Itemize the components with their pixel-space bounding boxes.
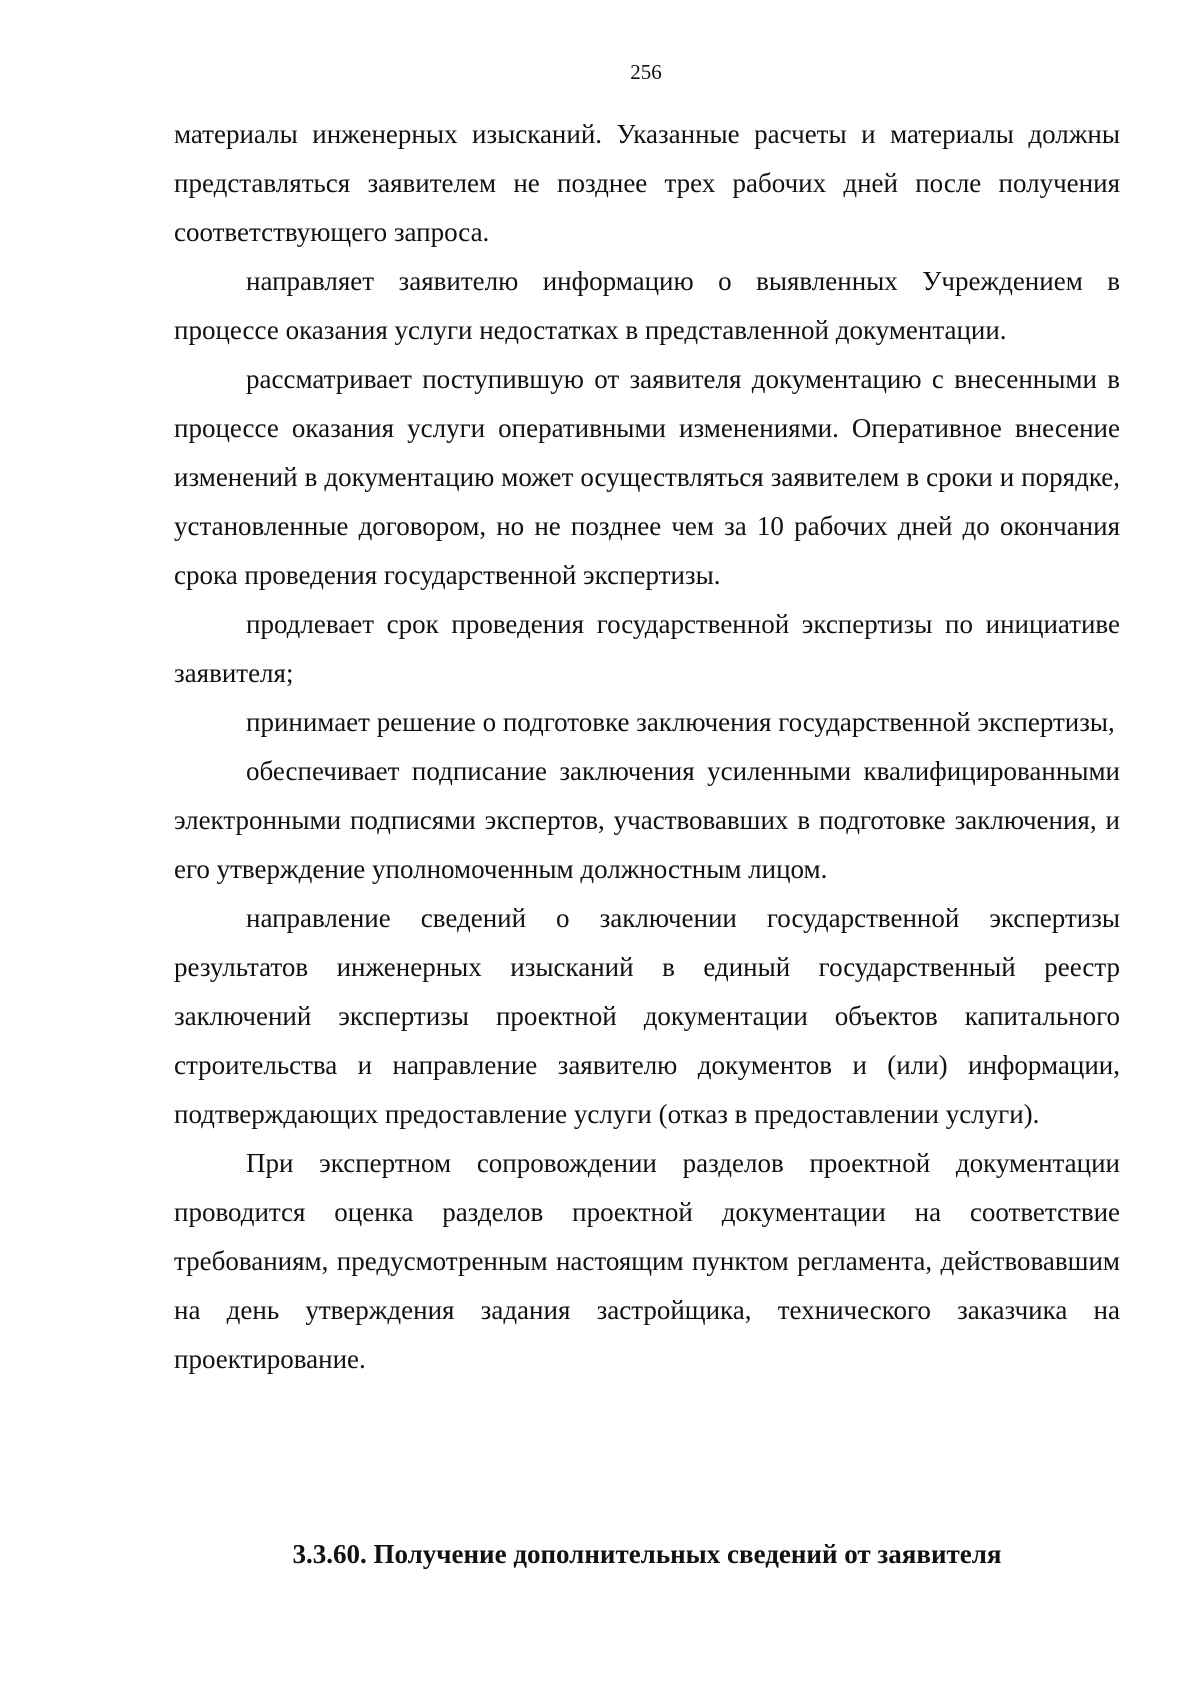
- paragraph-decides-conclusion: принимает решение о подготовке заключения государственной экспертизы,: [246, 707, 1115, 737]
- section-heading: 3.3.60. Получение дополнительных сведений от заявителя: [292, 1539, 1002, 1569]
- document-body: [174, 110, 1120, 1384]
- paragraph-extends-term: продлевает срок проведения государственной экспертизы по инициативе заявителя;: [174, 609, 1120, 688]
- page-number: 256: [630, 60, 662, 84]
- paragraph-registry-submission: направление сведений о заключении государственной экспертизы результатов инженерных изысканий в единый государственный реестр заключений экспертизы проектной документации объектов капитального строительства и направление заявителю документов и (или) информации, подтверждающих предоставление услуги (отказ в предоставлении услуги).: [174, 903, 1120, 1129]
- paragraph-ensures-signing: обеспечивает подписание заключения усиленными квалифицированными электронными подписями экспертов, участвовавших в подготовке заключения, и его утверждение уполномоченным должностным лицом.: [174, 756, 1120, 884]
- paragraph-expert-support: При экспертном сопровождении разделов проектной документации проводится оценка разделов проектной документации на соответствие требованиям, предусмотренным настоящим пунктом регламента, действовавшим на день утверждения задания застройщика, технического заказчика на проектирование.: [174, 1148, 1120, 1374]
- paragraph-reviews-changes: рассматривает поступившую от заявителя документацию с внесенными в процессе оказания услуги оперативными изменениями. Оперативное внесение изменений в документацию может осуществляться заявителем в сроки и порядке, установленные договором, но не позднее чем за 10 рабочих дней до окончания срока проведения государственной экспертизы.: [174, 364, 1120, 590]
- paragraph-continuation: материалы инженерных изысканий. Указанные расчеты и материалы должны представляться заявителем не позднее трех рабочих дней после получения соответствующего запроса.: [174, 119, 1120, 247]
- paragraph-sends-deficiencies: направляет заявителю информацию о выявленных Учреждением в процессе оказания услуги недостатках в представленной документации.: [174, 266, 1120, 345]
